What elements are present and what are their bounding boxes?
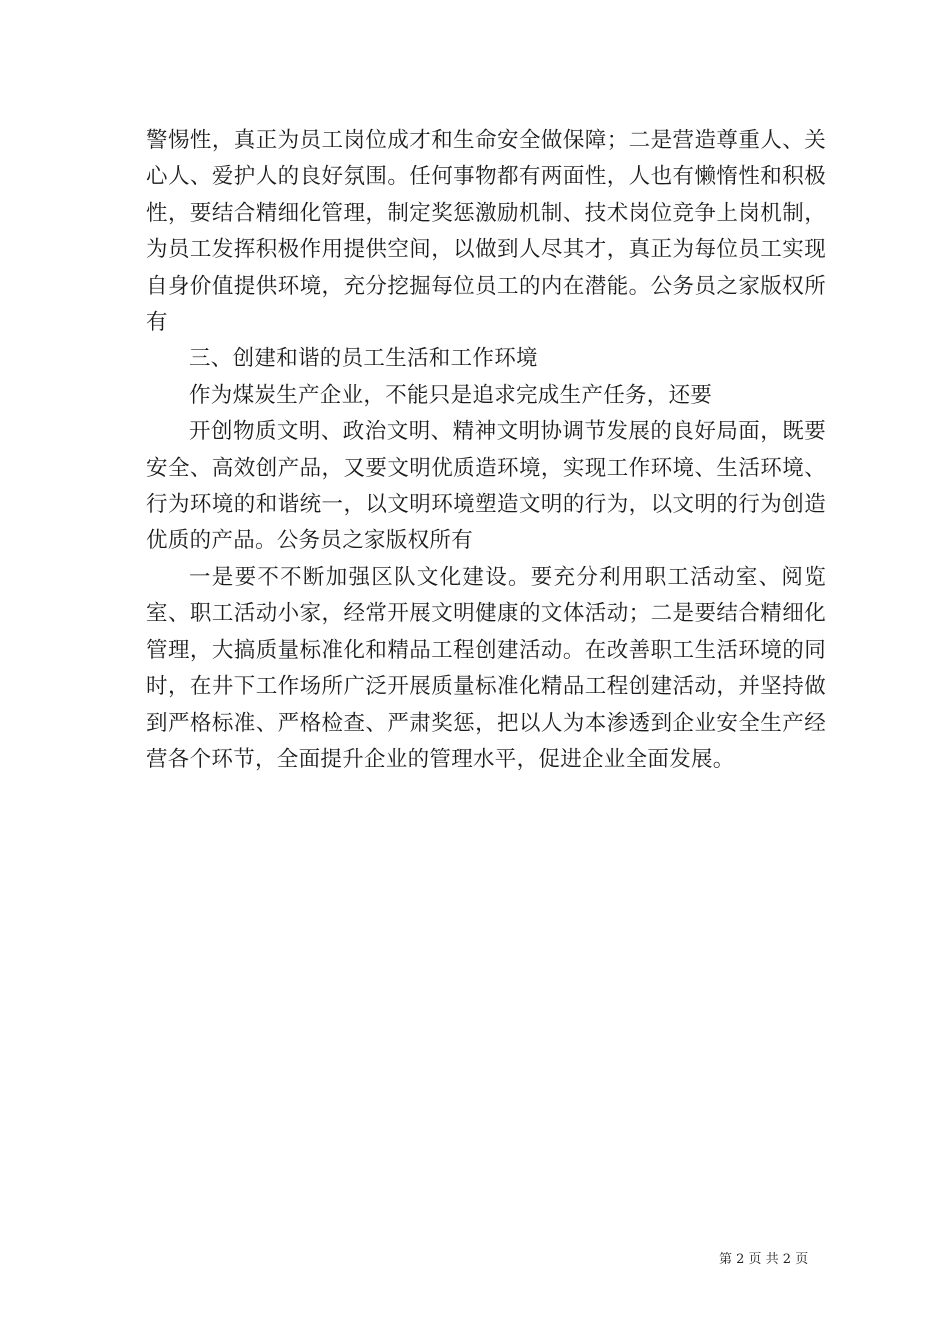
section-heading: 三、创建和谐的员工生活和工作环境 [189, 346, 538, 372]
paragraph-continued: 警惕性，真正为员工岗位成才和生命安全做保障；二是营造尊重人、关心人、爱护人的良好氛围。任何事物都有两面性，人也有懒惰性和积极性，要结合精细化管理，制定奖惩激励机制、技术岗位竞争上岗机制，为员工发挥积极作用提供空间，以做到人尽其才，真正为每位员工实现自身价值提供环境，充分挖掘每位员工的内在潜能。公务员之家版权所有 [146, 128, 826, 336]
paragraph-civilization: 开创物质文明、政治文明、精神文明协调节发展的良好局面，既要安全、高效创产品，又要文明优质造环境，实现工作环境、生活环境、行为环境的和谐统一，以文明环境塑造文明的行为，以文明的行为创造优质的产品。公务员之家版权所有 [146, 419, 826, 554]
paragraph-measures: 一是要不不断加强区队文化建设。要充分利用职工活动室、阅览室、职工活动小家，经常开展文明健康的文体活动；二是要结合精细化管理，大搞质量标准化和精品工程创建活动。在改善职工生活环境的同时，在井下工作场所广泛开展质量标准化精品工程创建活动，并坚持做到严格标准、严格检查、严肃奖惩，把以人为本渗透到企业安全生产经营各个环节，全面提升企业的管理水平，促进企业全面发展。 [146, 564, 826, 772]
paragraph-intro: 作为煤炭生产企业，不能只是追求完成生产任务，还要 [189, 382, 713, 408]
document-body [146, 123, 826, 778]
page-number: 第 2 页 共 2 页 [719, 1252, 809, 1267]
